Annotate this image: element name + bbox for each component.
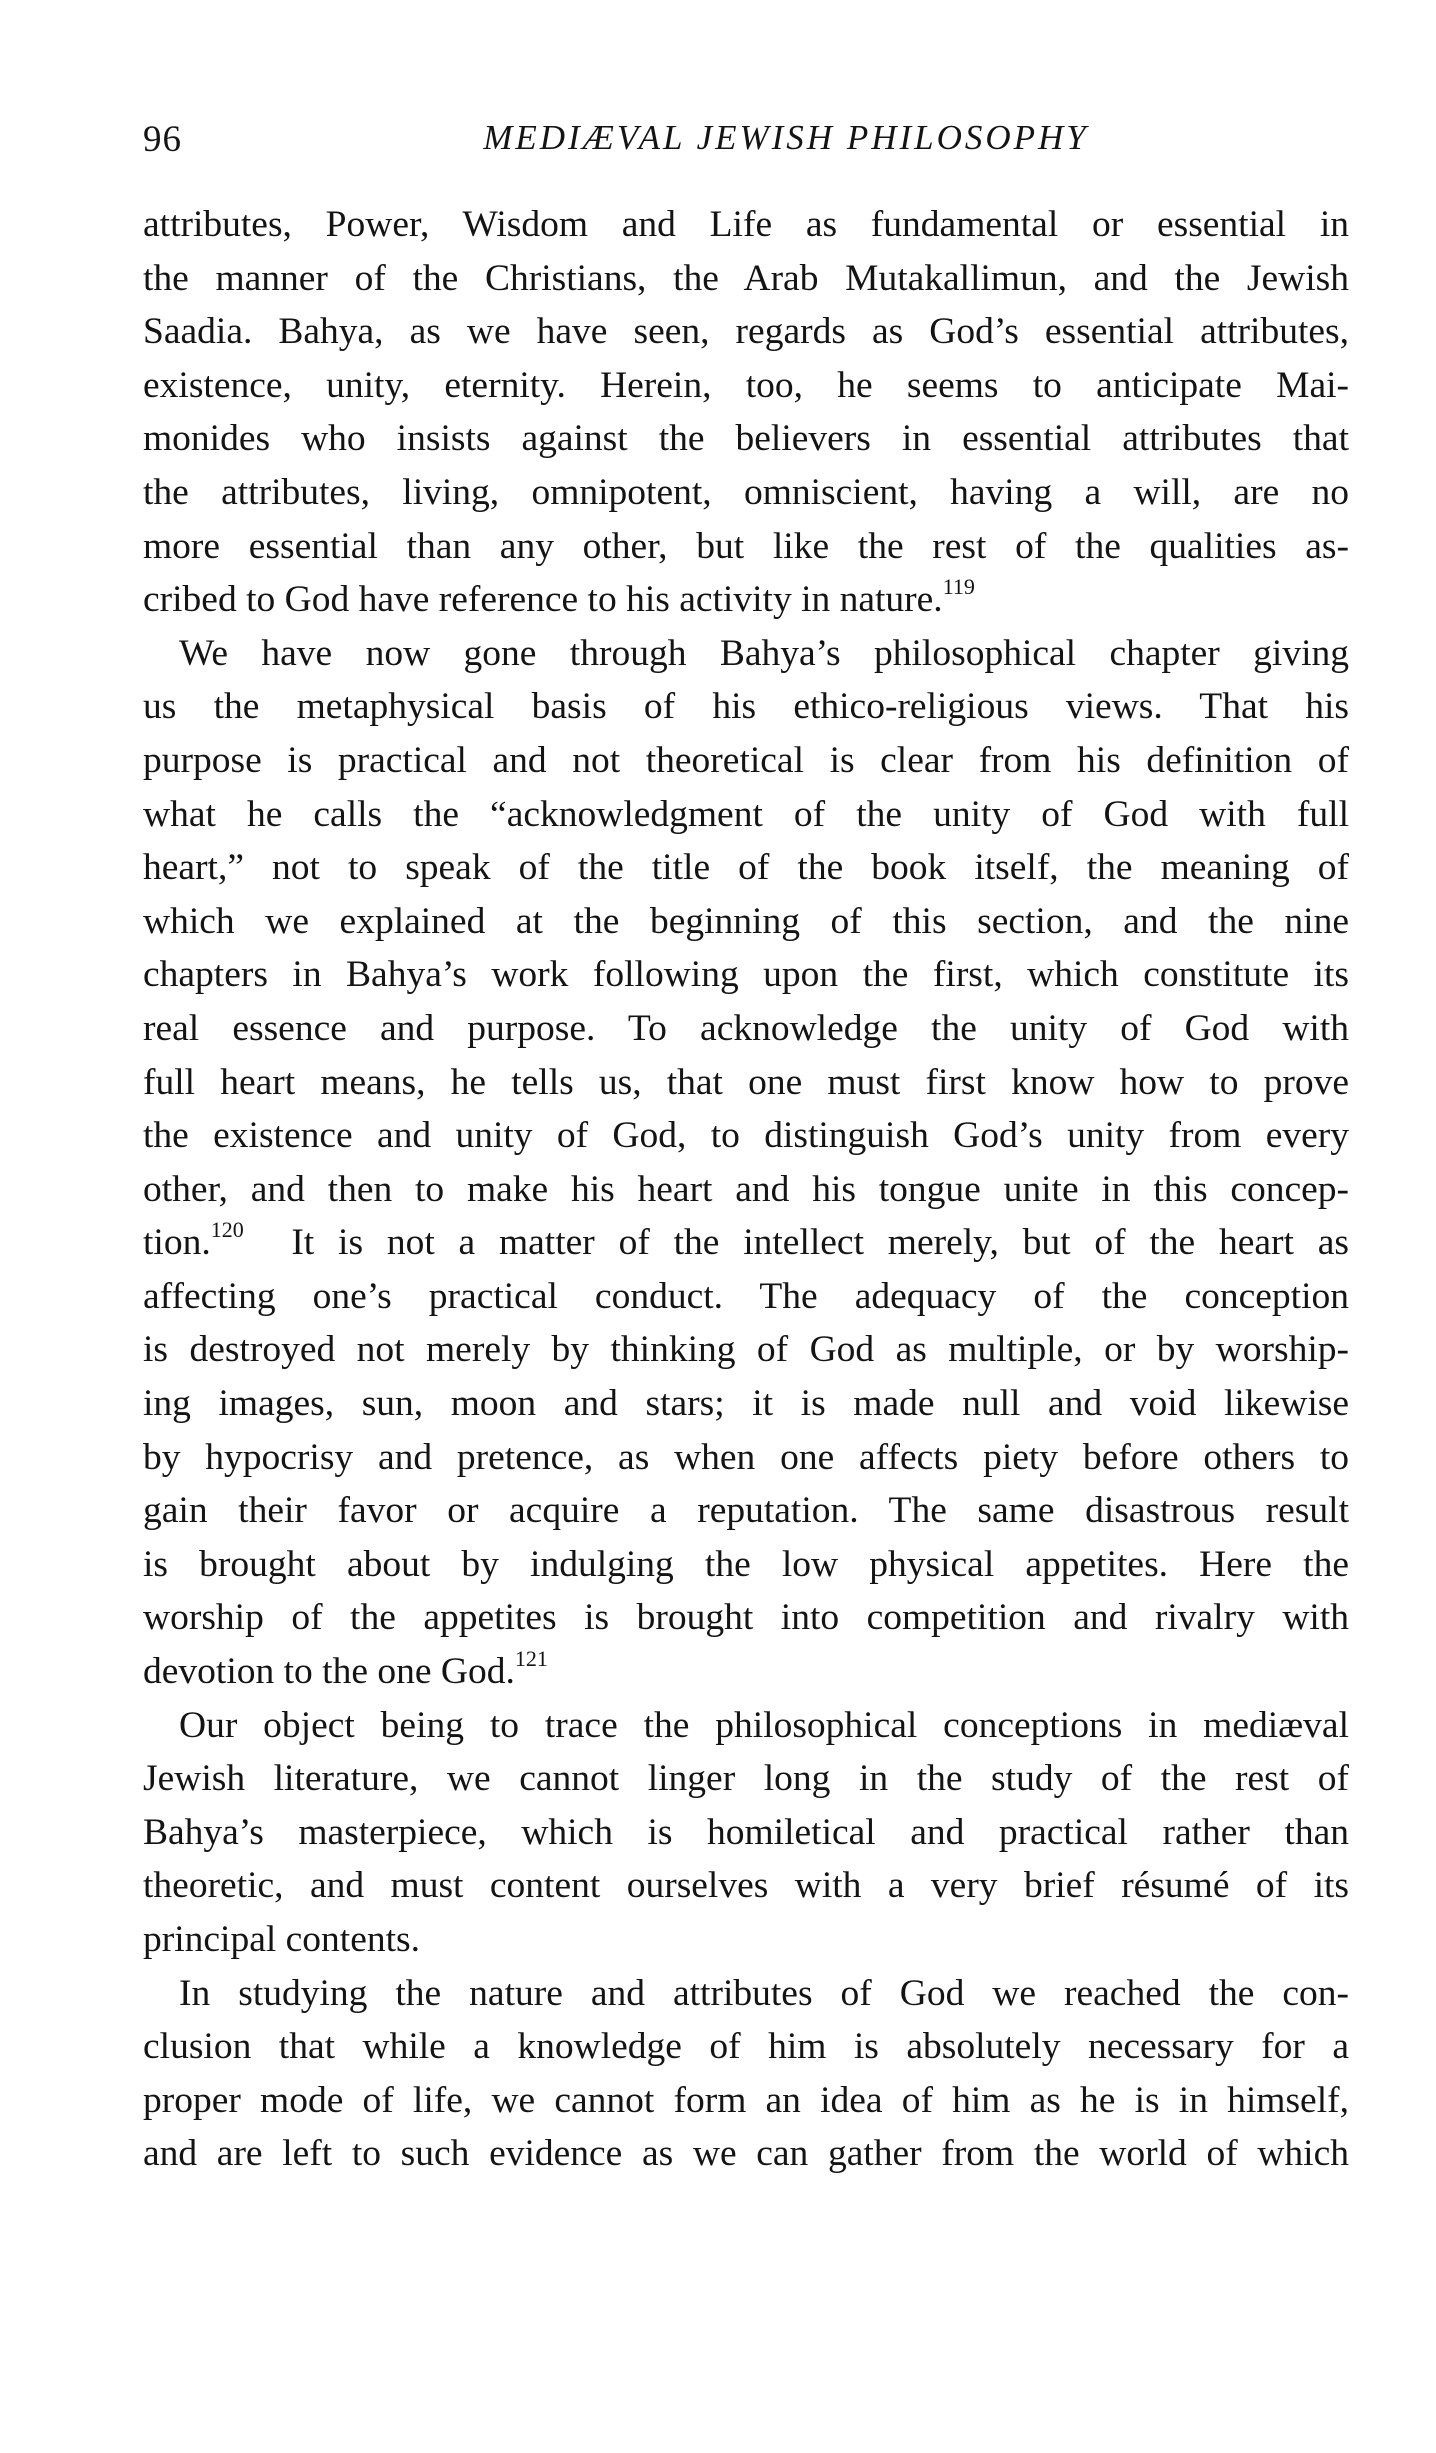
line-text: tion. (143, 1222, 211, 1264)
text-line (143, 1216, 1349, 1270)
text-line: clusion that while a knowledge of him is absolutely necessary for a (143, 2026, 1349, 2068)
line-text: devotion to the one God. (143, 1651, 515, 1693)
line-text: It is not a matter of the intellect merely, but of the heart as (243, 1222, 1349, 1264)
text-line: heart,” not to speak of the title of the book itself, the meaning of (143, 847, 1349, 889)
text-line: us the metaphysical basis of his ethico-religious views. That his (143, 686, 1349, 728)
text-line: is destroyed not merely by thinking of God as multiple, or by worship- (143, 1329, 1349, 1371)
text-line: by hypocrisy and pretence, as when one affects piety before others to (143, 1436, 1349, 1478)
text-line: real essence and purpose. To acknowledge the unity of God with (143, 1007, 1349, 1049)
text-line: proper mode of life, we cannot form an idea of him as he is in himself, (143, 2079, 1349, 2121)
paragraph (143, 1699, 1349, 1967)
text-line: Saadia. Bahya, as we have seen, regards as God’s essential attributes, (143, 311, 1349, 353)
text-line: what he calls the “acknowledgment of the unity of God with full (143, 793, 1349, 835)
text-line: Jewish literature, we cannot linger long in the study of the rest of (143, 1758, 1349, 1800)
text-line: monides who insists against the believers in essential attributes that (143, 418, 1349, 460)
text-line (143, 1645, 1349, 1699)
text-line: principal contents. (143, 1919, 421, 1960)
text-line: the manner of the Christians, the Arab Mutakallimun, and the Jewish (143, 257, 1349, 299)
page-number: 96 (143, 119, 182, 160)
text-line: theoretic, and must content ourselves with a very brief résumé of its (143, 1865, 1349, 1907)
text-line: other, and then to make his heart and his tongue unite in this concep- (143, 1168, 1349, 1210)
footnote-ref: 120 (210, 1216, 244, 1242)
text-line: attributes, Power, Wisdom and Life as fundamental or essential in (143, 204, 1349, 245)
text-line: chapters in Bahya’s work following upon the first, which constitute its (143, 954, 1349, 996)
text-line: more essential than any other, but like the rest of the qualities as- (143, 525, 1349, 567)
paragraph (143, 627, 1349, 1699)
paragraph (143, 198, 1349, 627)
text-line: Bahya’s masterpiece, which is homiletical and practical rather than (143, 1811, 1349, 1853)
text-line: affecting one’s practical conduct. The adequacy of the conception (143, 1275, 1349, 1317)
text-line: and are left to such evidence as we can gather from the world of which (143, 2133, 1349, 2175)
text-line: the existence and unity of God, to distinguish God’s unity from every (143, 1115, 1349, 1157)
text-line: the attributes, living, omnipotent, omniscient, having a will, are no (143, 471, 1349, 513)
text-line: purpose is practical and not theoretical is clear from his definition of (143, 739, 1349, 781)
text-line: ing images, sun, moon and stars; it is made null and void likewise (143, 1383, 1349, 1425)
text-line: worship of the appetites is brought into competition and rivalry with (143, 1597, 1349, 1639)
text-line: full heart means, he tells us, that one must first know how to prove (143, 1061, 1349, 1103)
text-line: which we explained at the beginning of this section, and the nine (143, 900, 1349, 942)
paragraph (143, 1967, 1349, 2181)
text-line (143, 573, 1349, 627)
body-text (143, 198, 1349, 2181)
footnote-ref: 119 (942, 573, 975, 599)
text-line: In studying the nature and attributes of God we reached the con- (179, 1972, 1349, 2014)
footnote-ref: 121 (514, 1645, 548, 1671)
running-title: MEDIÆVAL JEWISH PHILOSOPHY (483, 118, 1089, 157)
line-text: cribed to God have reference to his activity in nature. (143, 579, 943, 621)
text-line: existence, unity, eternity. Herein, too, he seems to anticipate Mai- (143, 364, 1349, 406)
text-line: Our object being to trace the philosophical conceptions in mediæval (179, 1704, 1349, 1746)
text-line: is brought about by indulging the low physical appetites. Here the (143, 1543, 1349, 1585)
text-line: We have now gone through Bahya’s philosophical chapter giving (179, 632, 1349, 674)
text-line: gain their favor or acquire a reputation. The same disastrous result (143, 1490, 1349, 1532)
page-header (143, 118, 1349, 178)
